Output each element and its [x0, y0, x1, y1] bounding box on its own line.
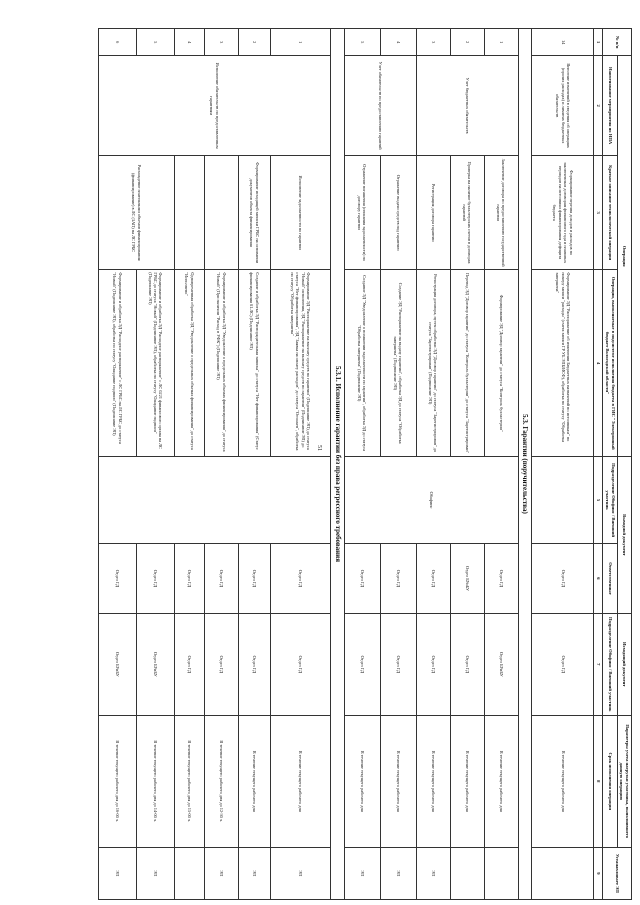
row-npa: Внесение изменений в сведения об операциях (прочих расходах) и лимитах бюджетных обязательств [532, 56, 594, 156]
table-row [484, 29, 518, 900]
row-installs [174, 847, 204, 899]
header-row-1 [617, 29, 631, 900]
row-num: 5 [344, 29, 380, 56]
row-ops: Формирование ЭД "Распоряжение об изменении Бюджетных назначений по источникам" по номеру записи "расходы" (смета записи ГР УБ ЭПБ/ИСФ), обработка по статусу "Обработка завершена" [532, 270, 594, 457]
section-header-row [518, 29, 532, 900]
row-term: В течение текущего рабочего дня [416, 715, 450, 847]
col-number: 3 [594, 155, 603, 269]
row-npa: Учет бюджетных обязательств [416, 56, 518, 156]
header-npa: Наименование мероприятия по НПА [603, 56, 617, 156]
col-number: 4 [594, 270, 603, 457]
row-num: 5 [136, 29, 174, 56]
row-installs: ЭП [270, 847, 330, 899]
row-num: 6 [98, 29, 136, 56]
row-responsible: Отдел ГД [174, 544, 204, 614]
operations-table [98, 28, 632, 900]
row-term: В течение текущего рабочего дня [450, 715, 484, 847]
row-installs: ЭП [204, 847, 238, 899]
row-num: 14 [532, 29, 594, 56]
row-installs: ЭП [344, 847, 380, 899]
row-desc: Формирование перечня доходов и расходов по заключенным договорам финансового года и плановых периодов на источники финансирования дефицита бюджета [532, 155, 594, 269]
row-in-division: Отдел БУиБУ [98, 613, 136, 715]
row-term: В течение текущего рабочего дня [532, 715, 594, 847]
row-in-division: Отдел БУиБУ [136, 613, 174, 715]
header-num: № п/п [603, 29, 632, 56]
row-npa: Исполнение обязательств по предоставленным гарантиям [98, 56, 330, 156]
row-installs: ЭП [238, 847, 270, 899]
page-number: 51 [316, 445, 322, 451]
row-desc: Формирование исходящей записки ГРБС на основании документов объекта финансирования [238, 155, 270, 269]
row-out-division: Обофинс [344, 457, 518, 544]
row-installs [484, 847, 518, 899]
row-num: 3 [204, 29, 238, 56]
row-term: В течение текущего рабочего дня до 14-00 ч. [136, 715, 174, 847]
row-installs [532, 847, 594, 899]
row-ops: Перевод ЭД "Договор гарантии" до статуса "Контроль бухгалтерии" до статуса "Зарегистрирован" [450, 270, 484, 457]
row-ops: Формирование ЭД "Распоряжение на выплату средств по гарантии" (Подписание ЭП) до статуса "Новый" исполнения, ЭД "Распоряжение на выплату средств по гарантии" (Подписание ЭП) до статуса "Нет финансирования", ЭД "Заявка на оплату расходов" до статуса "Отложен", обработка по статусу "Обработка завершена" [270, 270, 330, 457]
row-responsible: Отдел ГД [270, 544, 330, 614]
row-in-division: Отдел ГД [532, 613, 594, 715]
row-responsible: Отдел ГД [344, 544, 380, 614]
header-incoming-doc: Исходящий документ [617, 613, 631, 715]
row-ops: Создание ЭД "Распоряжение на выдачу гарантии", обработка ЭД до статуса "Обработка завершена" (Подписание ЭП) [380, 270, 416, 457]
row-in-division: Отдел ГД [416, 613, 450, 715]
row-term: В течение текущего рабочего дня [238, 715, 270, 847]
row-term: В течение текущего рабочего дня до 15-00 ч. [174, 715, 204, 847]
row-in-division: Отдел ГД [344, 613, 380, 715]
row-out-division [98, 457, 330, 544]
row-num: 3 [416, 29, 450, 56]
row-responsible: Отдел ГД [484, 544, 518, 614]
row-desc: Отражение выдачи средств под гарантию [380, 155, 416, 269]
col-number: 1 [594, 29, 603, 56]
row-desc: Заключение договора по предоставлению государственной гарантии [484, 155, 518, 269]
row-num: 2 [238, 29, 270, 56]
row-in-division: Отдел ГД [270, 613, 330, 715]
header-row-2 [603, 29, 617, 900]
row-installs: ЭП [136, 847, 174, 899]
row-responsible: Отдел ГД [98, 544, 136, 614]
row-ops: Формирование и обработка ЭД "Расходное распоряжение" с ЛС 0221 финансового органа на ЛС ГРБС до статуса "Новый" (Подписание ЭП), обработка по статусу "Ожидание подписи" (Подписание ЭП) [136, 270, 174, 457]
row-installs: ЭП [380, 847, 416, 899]
row-ops: Формирование и обработка ЭД "Уведомление о предельных объемах финансирования" до статуса "Новый" (При наличии "Расход в УФК") (Подписание ЭП) [204, 270, 238, 457]
row-term: В течение текущего рабочего дня до 16-00 ч. [98, 715, 136, 847]
row-in-division: Отдел ГД [450, 613, 484, 715]
table-row [532, 29, 594, 900]
header-desc: Краткое описание технологической операции [603, 155, 617, 269]
row-in-division: Отдел ГД [174, 613, 204, 715]
header-operation: Операция [617, 56, 631, 457]
row-responsible: Отдел ГД [238, 544, 270, 614]
section-title: 5.3. Гарантии (поручительства) [518, 29, 532, 900]
header-out-division: Подразделение Обофинс / Внешний участник [603, 457, 617, 544]
column-number-row [594, 29, 603, 900]
row-term: В течение текущего рабочего дня [380, 715, 416, 847]
col-number: 6 [594, 544, 603, 614]
row-npa: Учет обязательств по предоставлению гарантий [344, 56, 416, 156]
row-ops: Регистрация договора, путем обработки ЭД "Договор гарантии" до статуса "Зарегистрирован" до статуса "Зарегистрирован" (Подписание ЭП) [416, 270, 450, 457]
row-in-division: Отдел ГД [380, 613, 416, 715]
header-responsible: Ответственные [603, 544, 617, 614]
row-desc [174, 155, 204, 269]
rotated-page [32, 28, 632, 900]
row-num: 2 [450, 29, 484, 56]
row-in-division: Отдел ГД [238, 613, 270, 715]
row-responsible: Отдел БУиБУ [450, 544, 484, 614]
row-term: В течение текущего рабочего дня [270, 715, 330, 847]
header-installs-signature: Устанавливает ЭП [603, 847, 632, 899]
row-installs [450, 847, 484, 899]
header-in-division: Подразделение Обофинс / Внешний участник [603, 613, 617, 715]
row-installs: ЭП [416, 847, 450, 899]
row-responsible: Отдел ГД [204, 544, 238, 614]
row-desc: Исполнение задолженности по гарантии [270, 155, 330, 269]
row-num: 4 [380, 29, 416, 56]
row-num: 1 [270, 29, 330, 56]
row-ops: Формирование и обработка ЭД "Расходное распоряжение" с ЛС ГРБС на ЛС ГРБС до статуса "Новый" (Подписание ЭП), обработка по статусу "Ожидание подписи" (Подписание ЭП) [98, 270, 136, 457]
row-term: В течение текущего рабочего дня до 12-30 ч. [204, 715, 238, 847]
row-in-division: Отдел БУиБУ [484, 613, 518, 715]
header-load-params: Параметры учета нагрузки участника, выполнившего данную операцию [617, 715, 631, 847]
row-num: 1 [484, 29, 518, 56]
row-desc: Регистрация договора гарантии [416, 155, 450, 269]
section-header-row [330, 29, 344, 900]
row-out-division [532, 457, 594, 544]
header-term: Срок исполнения операции [603, 715, 617, 847]
row-in-division: Отдел ГД [204, 613, 238, 715]
section-title: 5.3.1. Исполнение гарантии без права регрессного требования [330, 29, 344, 900]
row-term: В течение текущего рабочего дня [344, 715, 380, 847]
table-row [270, 29, 330, 900]
row-desc: Отражение погашения (списания задолженности) по договору гарантии [344, 155, 380, 269]
col-number: 5 [594, 457, 603, 544]
col-number: 9 [594, 847, 603, 899]
row-desc: Расхождение платежными объемов финансирования (финансирование) в ЛС (ЗАП) на ЛС ГРБС [98, 155, 174, 269]
row-desc: Проверка на наличие бухгалтерских счетов в договорах гарантий [450, 155, 484, 269]
row-responsible: Отдел ГД [380, 544, 416, 614]
header-ops: Операции, выполняемые в подсистеме исполнения бюджета в ГИС "Электронный бюджет Вологодской области" [603, 270, 617, 457]
col-number: 7 [594, 613, 603, 715]
row-installs: ЭП [98, 847, 136, 899]
col-number: 8 [594, 715, 603, 847]
row-desc [204, 155, 238, 269]
row-ops: Одновременная обработка ЭД "Уведомление о предельных объемах финансирования" до статуса "Исполнено" [174, 270, 204, 457]
row-ops: Создание и обработка ЭД "Распорядительная записка" до статуса "Нет финансирования" (Статус финансирования 01.ЛС) (Подписание ЭП) [238, 270, 270, 457]
row-responsible: Отдел ГД [136, 544, 174, 614]
row-responsible: Отдел ГД [532, 544, 594, 614]
col-number: 2 [594, 56, 603, 156]
row-responsible: Отдел ГД [416, 544, 450, 614]
header-outgoing-doc: Выходной документ [617, 457, 631, 614]
row-term: В течение текущего рабочего дня [484, 715, 518, 847]
row-ops: Создание ЭД "Уведомление о погашении задолженности по гарантии", обработка ЭД до статуса "Обработка завершена" (Подписание ЭП) [344, 270, 380, 457]
row-num: 4 [174, 29, 204, 56]
row-ops: Формирование ЭД "Договор гарантии" до статуса "Контроль бухгалтерии" [484, 270, 518, 457]
